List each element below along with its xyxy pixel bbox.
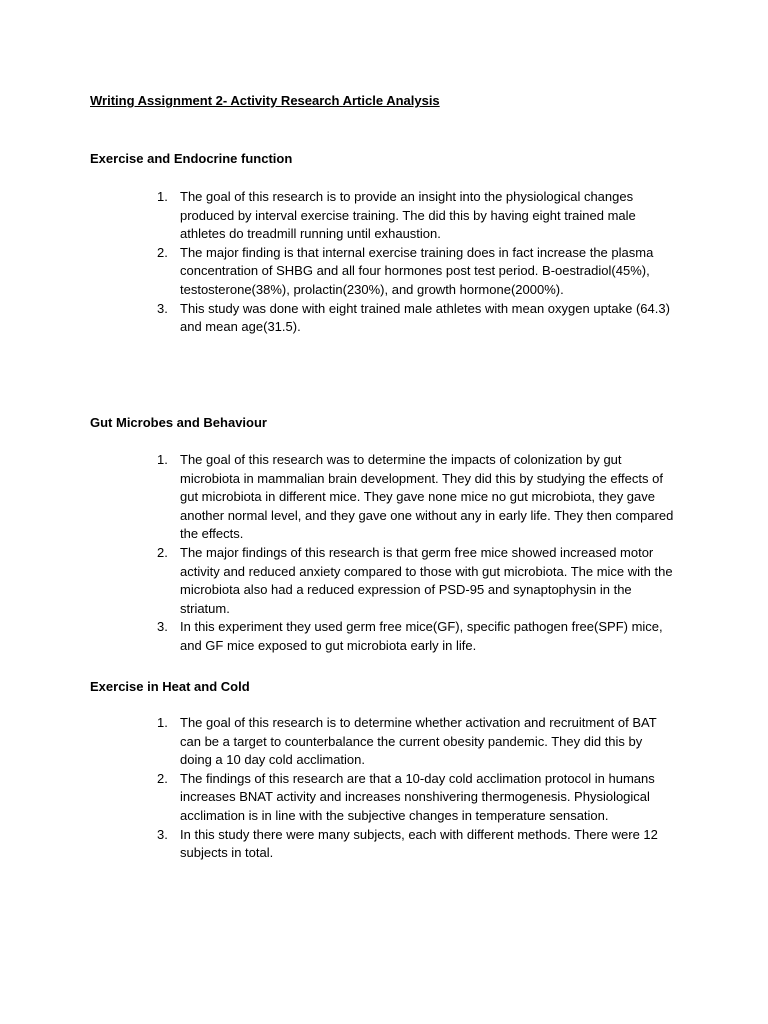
list-item-number: 3.: [157, 619, 168, 635]
list-item-number: 1.: [157, 452, 168, 467]
list-item-number: 2.: [157, 244, 168, 260]
list-item: [157, 714, 677, 770]
list-item-text: The goal of this research is to provide an insight into the physiological changes produced by interval exercise training. The did this by having eight trained male athletes do treadmill running until exhaustion.: [180, 189, 636, 242]
list-item: [157, 451, 677, 544]
list-item-number: 1.: [157, 189, 168, 204]
document-title: Writing Assignment 2- Activity Research Article Analysis: [90, 93, 440, 108]
list-item-text: The findings of this research are that a 10-day cold acclimation protocol in humans increases BNAT activity and increases nonshivering thermogenesis. Physiological acclimation is in line with the subjective changes in temperature sensation.: [180, 770, 655, 823]
list-item: [157, 618, 677, 655]
section-heading-heat-cold: Exercise in Heat and Cold: [90, 679, 250, 694]
list-item-text: The goal of this research is to determine whether activation and recruitment of BAT can be a target to counterbalance the current obesity pandemic. They did this by doing a 10 day cold acclimation.: [180, 715, 657, 768]
list-item-text: The major findings of this research is that germ free mice showed increased motor activity and reduced anxiety compared to those with gut microbiota. The mice with the microbiota also had a reduced expression of PSD-95 and synaptophysin in the striatum.: [180, 544, 673, 616]
list-item-text: This study was done with eight trained male athletes with mean oxygen uptake (64.3) and mean age(31.5).: [180, 300, 670, 335]
list-item-text: In this study there were many subjects, each with different methods. There were 12 subjects in total.: [180, 826, 658, 861]
list-item-text: In this experiment they used germ free mice(GF), specific pathogen free(SPF) mice, and GF mice exposed to gut microbiota early in life.: [180, 619, 663, 653]
section-heading-endocrine: Exercise and Endocrine function: [90, 151, 293, 166]
list-item: [157, 300, 677, 337]
list-item-text: The major finding is that internal exercise training does in fact increase the plasma concentration of SHBG and all four hormones post test period. B-oestradiol(45%), testosterone(38%), prolactin(230%), and growth hormone(2000%).: [180, 244, 654, 297]
section-list-heat-cold: [157, 714, 677, 863]
list-item: [157, 188, 677, 244]
list-item: [157, 770, 677, 826]
section-list-gut-microbes: [157, 451, 677, 656]
list-item-number: 2.: [157, 770, 168, 786]
section-heading-gut-microbes: Gut Microbes and Behaviour: [90, 415, 267, 430]
list-item: [157, 244, 677, 300]
section-list-endocrine: [157, 188, 677, 337]
list-item: [157, 826, 677, 863]
list-item-number: 3.: [157, 300, 168, 316]
list-item-text: The goal of this research was to determine the impacts of colonization by gut microbiota in mammalian brain development. They did this by studying the effects of gut microbiota in different mice. They gave none mice no gut microbiota, they gave another normal level, and they gave one without any in early life. They then compared the effects.: [180, 452, 674, 542]
list-item-number: 1.: [157, 715, 168, 730]
list-item-number: 2.: [157, 544, 168, 560]
list-item-number: 3.: [157, 826, 168, 842]
list-item: [157, 544, 677, 618]
